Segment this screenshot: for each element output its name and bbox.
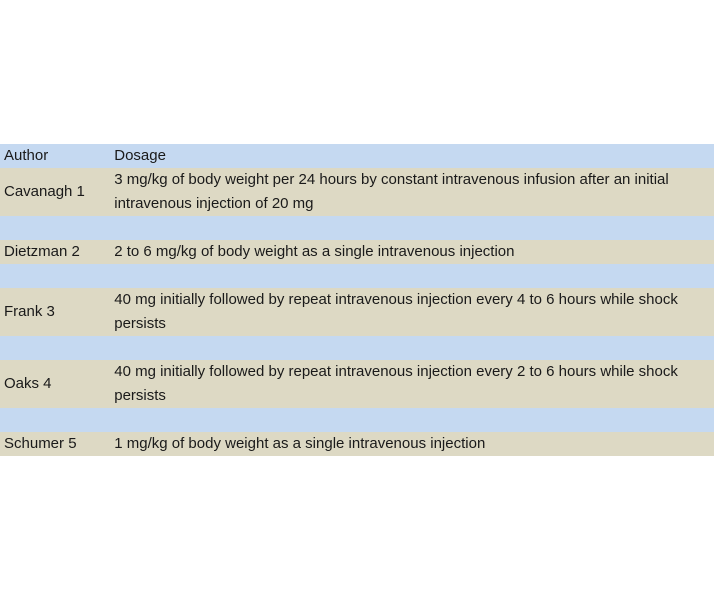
spacer-row [0,336,714,360]
dosage-cell [110,360,714,408]
table-row [0,360,714,408]
table-row [0,288,714,336]
dosage-text: 2 to 6 mg/kg of body weight as a single intravenous injection [114,243,515,260]
spacer-row [0,408,714,432]
author-cell: Dietzman 2 [0,240,110,264]
spacer-row [0,216,714,240]
header-dosage: Dosage [110,144,714,168]
dosage-text: 1 mg/kg of body weight as a single intravenous injection [114,435,486,452]
author-cell: Oaks 4 [0,360,110,408]
dosage-text: 40 mg initially followed by repeat intravenous injection every 4 to 6 hours while shock persists [114,291,678,332]
dosage-cell [110,432,714,456]
dosage-cell [110,168,714,216]
dosage-cell [110,288,714,336]
table-row [0,240,714,264]
dosage-text: 3 mg/kg of body weight per 24 hours by constant intravenous infusion after an initial intravenous injection of 20 mg [114,171,669,212]
spacer-row [0,264,714,288]
table-row [0,168,714,216]
author-cell: Schumer 5 [0,432,110,456]
dosage-table [0,144,714,456]
header-author: Author [0,144,110,168]
author-cell: Cavanagh 1 [0,168,110,216]
author-cell: Frank 3 [0,288,110,336]
table-row [0,432,714,456]
dosage-cell [110,240,714,264]
table-header-row [0,144,714,168]
dosage-text: 40 mg initially followed by repeat intravenous injection every 2 to 6 hours while shock persists [114,363,678,404]
